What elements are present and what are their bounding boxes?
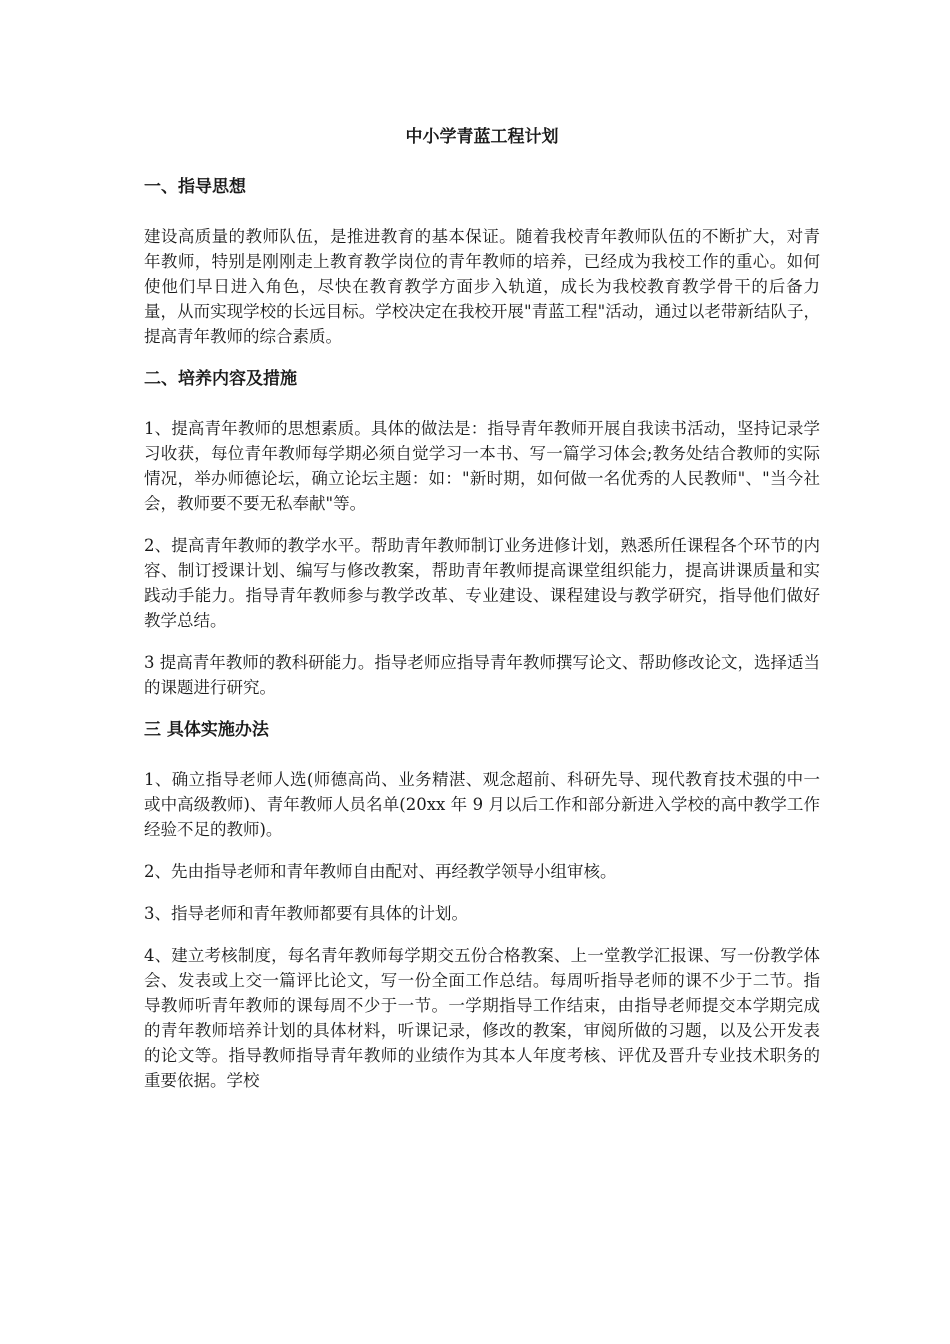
- document-title: 中小学青蓝工程计划: [405, 127, 559, 147]
- section-heading-guiding-thought: 一、指导思想: [144, 177, 246, 197]
- paragraph-teaching-level: 2、提高青年教师的教学水平。帮助青年教师制订业务进修计划，熟悉所任课程各个环节的内容、制订授课计划、编写与修改教案，帮助青年教师提高课堂组织能力，提高讲课质量和实践动手能力。指导青年教师参与教学改革、专业建设、课程建设与教学研究，指导他们做好教学总结。: [144, 536, 820, 630]
- document-page: [144, 124, 820, 1110]
- paragraph-guiding-thought: 建设高质量的教师队伍，是推进教育的基本保证。随着我校青年教师队伍的不断扩大，对青年教师，特别是刚刚走上教育教学岗位的青年教师的培养，已经成为我校工作的重心。如何使他们早日进入角色，尽快在教育教学方面步入轨道，成长为我校教育教学骨干的后备力量，从而实现学校的长远目标。学校决定在我校开展"青蓝工程"活动，通过以老带新结队子，提高青年教师的综合素质。: [144, 227, 820, 346]
- paragraph-plans: 3、指导老师和青年教师都要有具体的计划。: [144, 904, 468, 923]
- section-heading-implementation: 三 具体实施办法: [144, 720, 269, 740]
- paragraph-select-mentors: 1、确立指导老师人选(师德高尚、业务精湛、观念超前、科研先导、现代教育技术强的中一或中高级教师)、青年教师人员名单(20xx 年 9 月以后工作和部分新进入学校的高中教学工作经验不足的教师)。: [144, 770, 820, 839]
- paragraph-ideological-quality: 1、提高青年教师的思想素质。具体的做法是：指导青年教师开展自我读书活动，坚持记录学习收获，每位青年教师每学期必须自觉学习一本书、写一篇学习体会;教务处结合教师的实际情况，举办师德论坛，确立论坛主题：如："新时期，如何做一名优秀的人民教师"、"当今社会，教师要不要无私奉献"等。: [144, 419, 820, 513]
- paragraph-pairing: 2、先由指导老师和青年教师自由配对、再经教学领导小组审核。: [144, 862, 617, 881]
- paragraph-research-ability: 3 提高青年教师的教科研能力。指导老师应指导青年教师撰写论文、帮助修改论文，选择适当的课题进行研究。: [144, 653, 820, 697]
- section-heading-training-content: 二、培养内容及措施: [144, 369, 297, 389]
- paragraph-assessment: 4、建立考核制度，每名青年教师每学期交五份合格教案、上一堂教学汇报课、写一份教学体会、发表或上交一篇评比论文，写一份全面工作总结。每周听指导老师的课不少于二节。指导教师听青年教师的课每周不少于一节。一学期指导工作结束，由指导老师提交本学期完成的青年教师培养计划的具体材料，听课记录，修改的教案，审阅所做的习题，以及公开发表的论文等。指导教师指导青年教师的业绩作为其本人年度考核、评优及晋升专业技术职务的重要依据。学校: [144, 946, 820, 1090]
